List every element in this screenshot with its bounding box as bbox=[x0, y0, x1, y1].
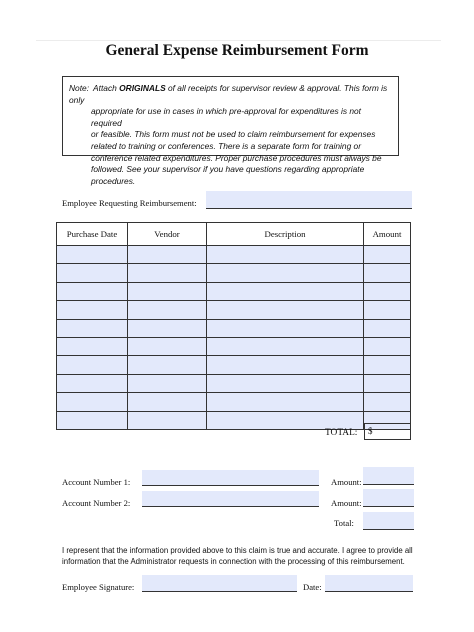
table-row bbox=[57, 282, 411, 300]
description-cell[interactable] bbox=[207, 301, 364, 319]
description-cell[interactable] bbox=[207, 411, 364, 429]
purchase-date-cell[interactable] bbox=[57, 282, 128, 300]
table-row bbox=[57, 246, 411, 264]
vendor-cell[interactable] bbox=[128, 393, 207, 411]
purchase-date-cell[interactable] bbox=[57, 374, 128, 392]
vendor-cell[interactable] bbox=[128, 264, 207, 282]
expense-table bbox=[56, 222, 411, 430]
table-row bbox=[57, 301, 411, 319]
amount-cell[interactable] bbox=[364, 374, 411, 392]
amount-cell[interactable] bbox=[364, 319, 411, 337]
account-1-field[interactable] bbox=[142, 470, 319, 486]
header-amount: Amount bbox=[364, 223, 411, 246]
amount-cell[interactable] bbox=[364, 264, 411, 282]
purchase-date-cell[interactable] bbox=[57, 246, 128, 264]
amount-cell[interactable] bbox=[364, 356, 411, 374]
expense-rows bbox=[57, 246, 411, 430]
vendor-cell[interactable] bbox=[128, 337, 207, 355]
note-label: Note: bbox=[69, 83, 90, 93]
employee-name-field[interactable] bbox=[206, 191, 412, 209]
signature-label: Employee Signature: bbox=[62, 582, 135, 592]
table-row bbox=[57, 337, 411, 355]
note-before: Attach bbox=[93, 83, 117, 93]
header-description: Description bbox=[207, 223, 364, 246]
amount-2-field[interactable] bbox=[363, 489, 414, 507]
vendor-cell[interactable] bbox=[128, 246, 207, 264]
purchase-date-cell[interactable] bbox=[57, 264, 128, 282]
table-row bbox=[57, 356, 411, 374]
amount-cell[interactable] bbox=[364, 246, 411, 264]
description-cell[interactable] bbox=[207, 319, 364, 337]
header-vendor: Vendor bbox=[128, 223, 207, 246]
description-cell[interactable] bbox=[207, 393, 364, 411]
amount-cell[interactable] bbox=[364, 282, 411, 300]
amount-1-field[interactable] bbox=[363, 467, 414, 485]
top-rule bbox=[36, 40, 441, 41]
total-label: TOTAL: bbox=[325, 428, 358, 438]
purchase-date-cell[interactable] bbox=[57, 411, 128, 429]
description-cell[interactable] bbox=[207, 374, 364, 392]
description-cell[interactable] bbox=[207, 337, 364, 355]
note-line-4: related to training or conferences. There is a separate form for training or bbox=[91, 140, 361, 151]
table-row bbox=[57, 393, 411, 411]
table-header-row bbox=[57, 223, 411, 246]
table-row bbox=[57, 374, 411, 392]
vendor-cell[interactable] bbox=[128, 282, 207, 300]
amount-1-label: Amount: bbox=[331, 477, 362, 487]
table-row bbox=[57, 411, 411, 429]
vendor-cell[interactable] bbox=[128, 374, 207, 392]
certification-text: I represent that the information provided above to this claim is true and accurate. I agree to provide all information that the Administrator requests in connection with the processing of this reimbursement. bbox=[62, 546, 413, 567]
description-cell[interactable] bbox=[207, 282, 364, 300]
account-1-label: Account Number 1: bbox=[62, 477, 131, 487]
total-field[interactable] bbox=[364, 423, 411, 440]
purchase-date-cell[interactable] bbox=[57, 319, 128, 337]
amount-cell[interactable] bbox=[364, 393, 411, 411]
date-label: Date: bbox=[303, 582, 322, 592]
purchase-date-cell[interactable] bbox=[57, 356, 128, 374]
purchase-date-cell[interactable] bbox=[57, 301, 128, 319]
account-2-label: Account Number 2: bbox=[62, 498, 131, 508]
vendor-cell[interactable] bbox=[128, 301, 207, 319]
description-cell[interactable] bbox=[207, 264, 364, 282]
note-line-5: conference related expenditures. Proper purchase procedures must always be bbox=[91, 152, 382, 163]
signature-field[interactable] bbox=[142, 575, 297, 592]
table-row bbox=[57, 264, 411, 282]
table-row bbox=[57, 319, 411, 337]
purchase-date-cell[interactable] bbox=[57, 337, 128, 355]
note-box bbox=[62, 76, 399, 186]
employee-label: Employee Requesting Reimbursement: bbox=[62, 198, 197, 208]
header-purchase-date: Purchase Date bbox=[57, 223, 128, 246]
note-line-1: of all receipts for supervisor review & approval. This form is only bbox=[69, 83, 388, 105]
note-line-3: or feasible. This form must not be used to claim reimbursement for expenses bbox=[91, 129, 376, 140]
amount-cell[interactable] bbox=[364, 337, 411, 355]
amount-2-label: Amount: bbox=[331, 498, 362, 508]
vendor-cell[interactable] bbox=[128, 319, 207, 337]
subtotal-field[interactable] bbox=[363, 512, 414, 530]
note-emphasis: ORIGINALS bbox=[119, 83, 166, 93]
account-2-field[interactable] bbox=[142, 491, 319, 507]
vendor-cell[interactable] bbox=[128, 411, 207, 429]
description-cell[interactable] bbox=[207, 246, 364, 264]
note-line-2: appropriate for use in cases in which pre-approval for expenditures is not required bbox=[91, 106, 362, 128]
note-line-6: followed. See your supervisor if you have questions regarding appropriate procedures. bbox=[91, 164, 365, 186]
purchase-date-cell[interactable] bbox=[57, 393, 128, 411]
date-field[interactable] bbox=[325, 575, 413, 592]
subtotal-label: Total: bbox=[334, 518, 354, 528]
form-title: General Expense Reimbursement Form bbox=[105, 42, 369, 59]
total-currency: $ bbox=[368, 426, 373, 436]
amount-cell[interactable] bbox=[364, 301, 411, 319]
vendor-cell[interactable] bbox=[128, 356, 207, 374]
description-cell[interactable] bbox=[207, 356, 364, 374]
